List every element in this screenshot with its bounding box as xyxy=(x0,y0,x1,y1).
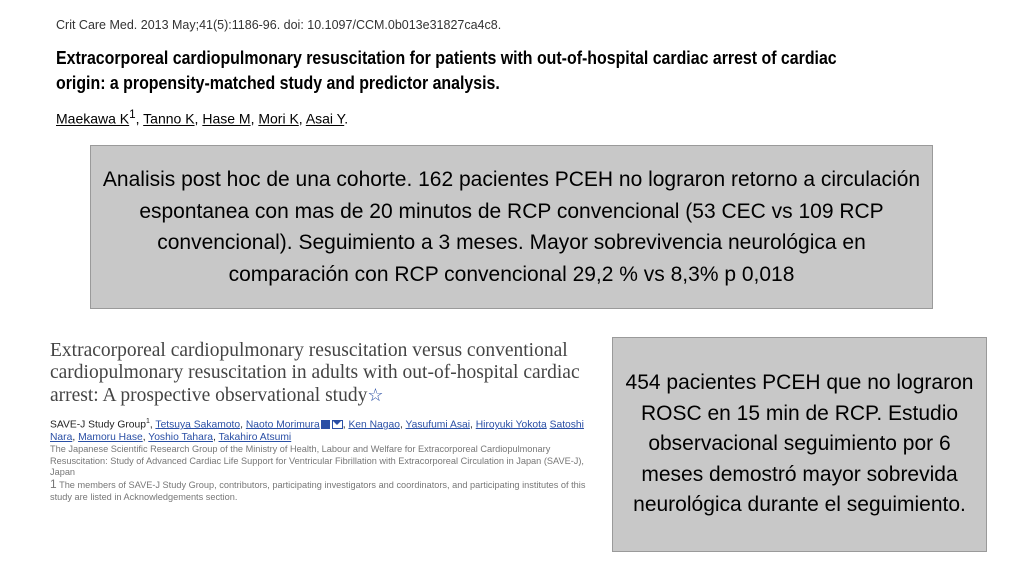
author-link[interactable]: Tanno K xyxy=(143,110,195,127)
study-group: SAVE-J Study Group xyxy=(50,419,146,431)
summary-box-1 xyxy=(90,145,933,309)
mail-icon[interactable] xyxy=(332,420,343,429)
citation-2-title-text: Extracorporeal cardiopulmonary resuscitation versus conventional cardiopulmonary resuscitation in adults with out-of-hospital cardiac arrest: A prospective observational study xyxy=(50,340,580,406)
author-link[interactable]: Satoshi Nara xyxy=(50,419,584,443)
author-link[interactable]: Yoshio Tahara xyxy=(148,431,213,443)
summary-box-1-text: Analisis post hoc de una cohorte. 162 pacientes PCEH no lograron retorno a circulación espontanea con mas de 20 minutos de RCP convencional (53 CEC vs 109 RCP convencional). Seguimiento a 3 meses. Mayor sobrevivencia neurológica en comparación con RCP convencional 29,2 % vs 8,3% p 0,018 xyxy=(102,168,921,286)
study-group-sup: 1 xyxy=(145,418,150,425)
citation-2 xyxy=(50,340,598,503)
summary-box-2 xyxy=(612,337,987,552)
citation-2-note xyxy=(50,479,598,503)
citation-1-title: Extracorporeal cardiopulmonary resuscitation for patients with out-of-hospital cardiac arrest of cardiac origin: a propensity-matched study and predictor analysis. xyxy=(56,47,837,93)
author-link[interactable]: Hase M xyxy=(202,110,251,127)
pen-icon[interactable] xyxy=(321,420,330,429)
note-text: The members of SAVE-J Study Group, contributors, participating investigators and coordinators, and participating institutes of this study are listed in Acknowledgements section. xyxy=(50,480,586,502)
author-link[interactable]: Tetsuya Sakamoto xyxy=(155,419,241,431)
author-link[interactable]: Asai Y xyxy=(305,110,345,127)
author-link[interactable]: Mori K xyxy=(258,110,299,127)
summary-box-2-text: 454 pacientes PCEH que no lograron ROSC en 15 min de RCP. Estudio observacional seguimiento por 6 meses demostró mayor sobrevida neurológica durante el seguimiento. xyxy=(625,371,974,517)
author-link[interactable]: Hiroyuki Yokota xyxy=(475,419,547,431)
star-icon[interactable]: ☆ xyxy=(367,385,384,405)
citation-1-ref: Crit Care Med. 2013 May;41(5):1186-96. doi: 10.1097/CCM.0b013e31827ca4c8. xyxy=(56,18,502,32)
citation-2-title xyxy=(50,340,598,407)
author-link[interactable]: Ken Nagao xyxy=(348,419,400,431)
citation-1-authors: Maekawa $K^1$, Tanno K, Hase M, Mori K, Asai Y. xyxy=(56,108,349,127)
author-link[interactable]: Naoto Morimura xyxy=(245,419,320,431)
citation-2-affiliation: The Japanese Scientific Research Group of the Ministry of Health, Labour and Welfare for Extracorporeal Cardiopulmonary Resuscitation: Study of Advanced Cardiac Life Support for Ventricular Fibrillation with Extracorporeal Circulation in Japan (SAVE-J), Japan xyxy=(50,444,584,478)
author-link[interactable]: Mamoru Hase xyxy=(78,431,143,443)
author-link[interactable]: Takahiro Atsumi xyxy=(218,431,292,443)
note-number: 1 xyxy=(50,477,57,492)
author-sup: 1 xyxy=(129,108,136,121)
authors-end: . xyxy=(344,110,349,127)
author-link[interactable]: Yasufumi Asai xyxy=(405,419,470,431)
citation-1 xyxy=(56,18,856,127)
citation-2-authors: SAVE-J Study Group$^1$, Tetsuya Sakamoto, Naoto Morimura , Ken Nagao, Yasufumi Asai, Hiroyuki Yokota Satoshi Nara, Mamoru Hase, Yoshio Tahara, Takahiro Atsumi xyxy=(50,418,584,443)
author-link[interactable]: Maekawa K xyxy=(56,110,130,127)
